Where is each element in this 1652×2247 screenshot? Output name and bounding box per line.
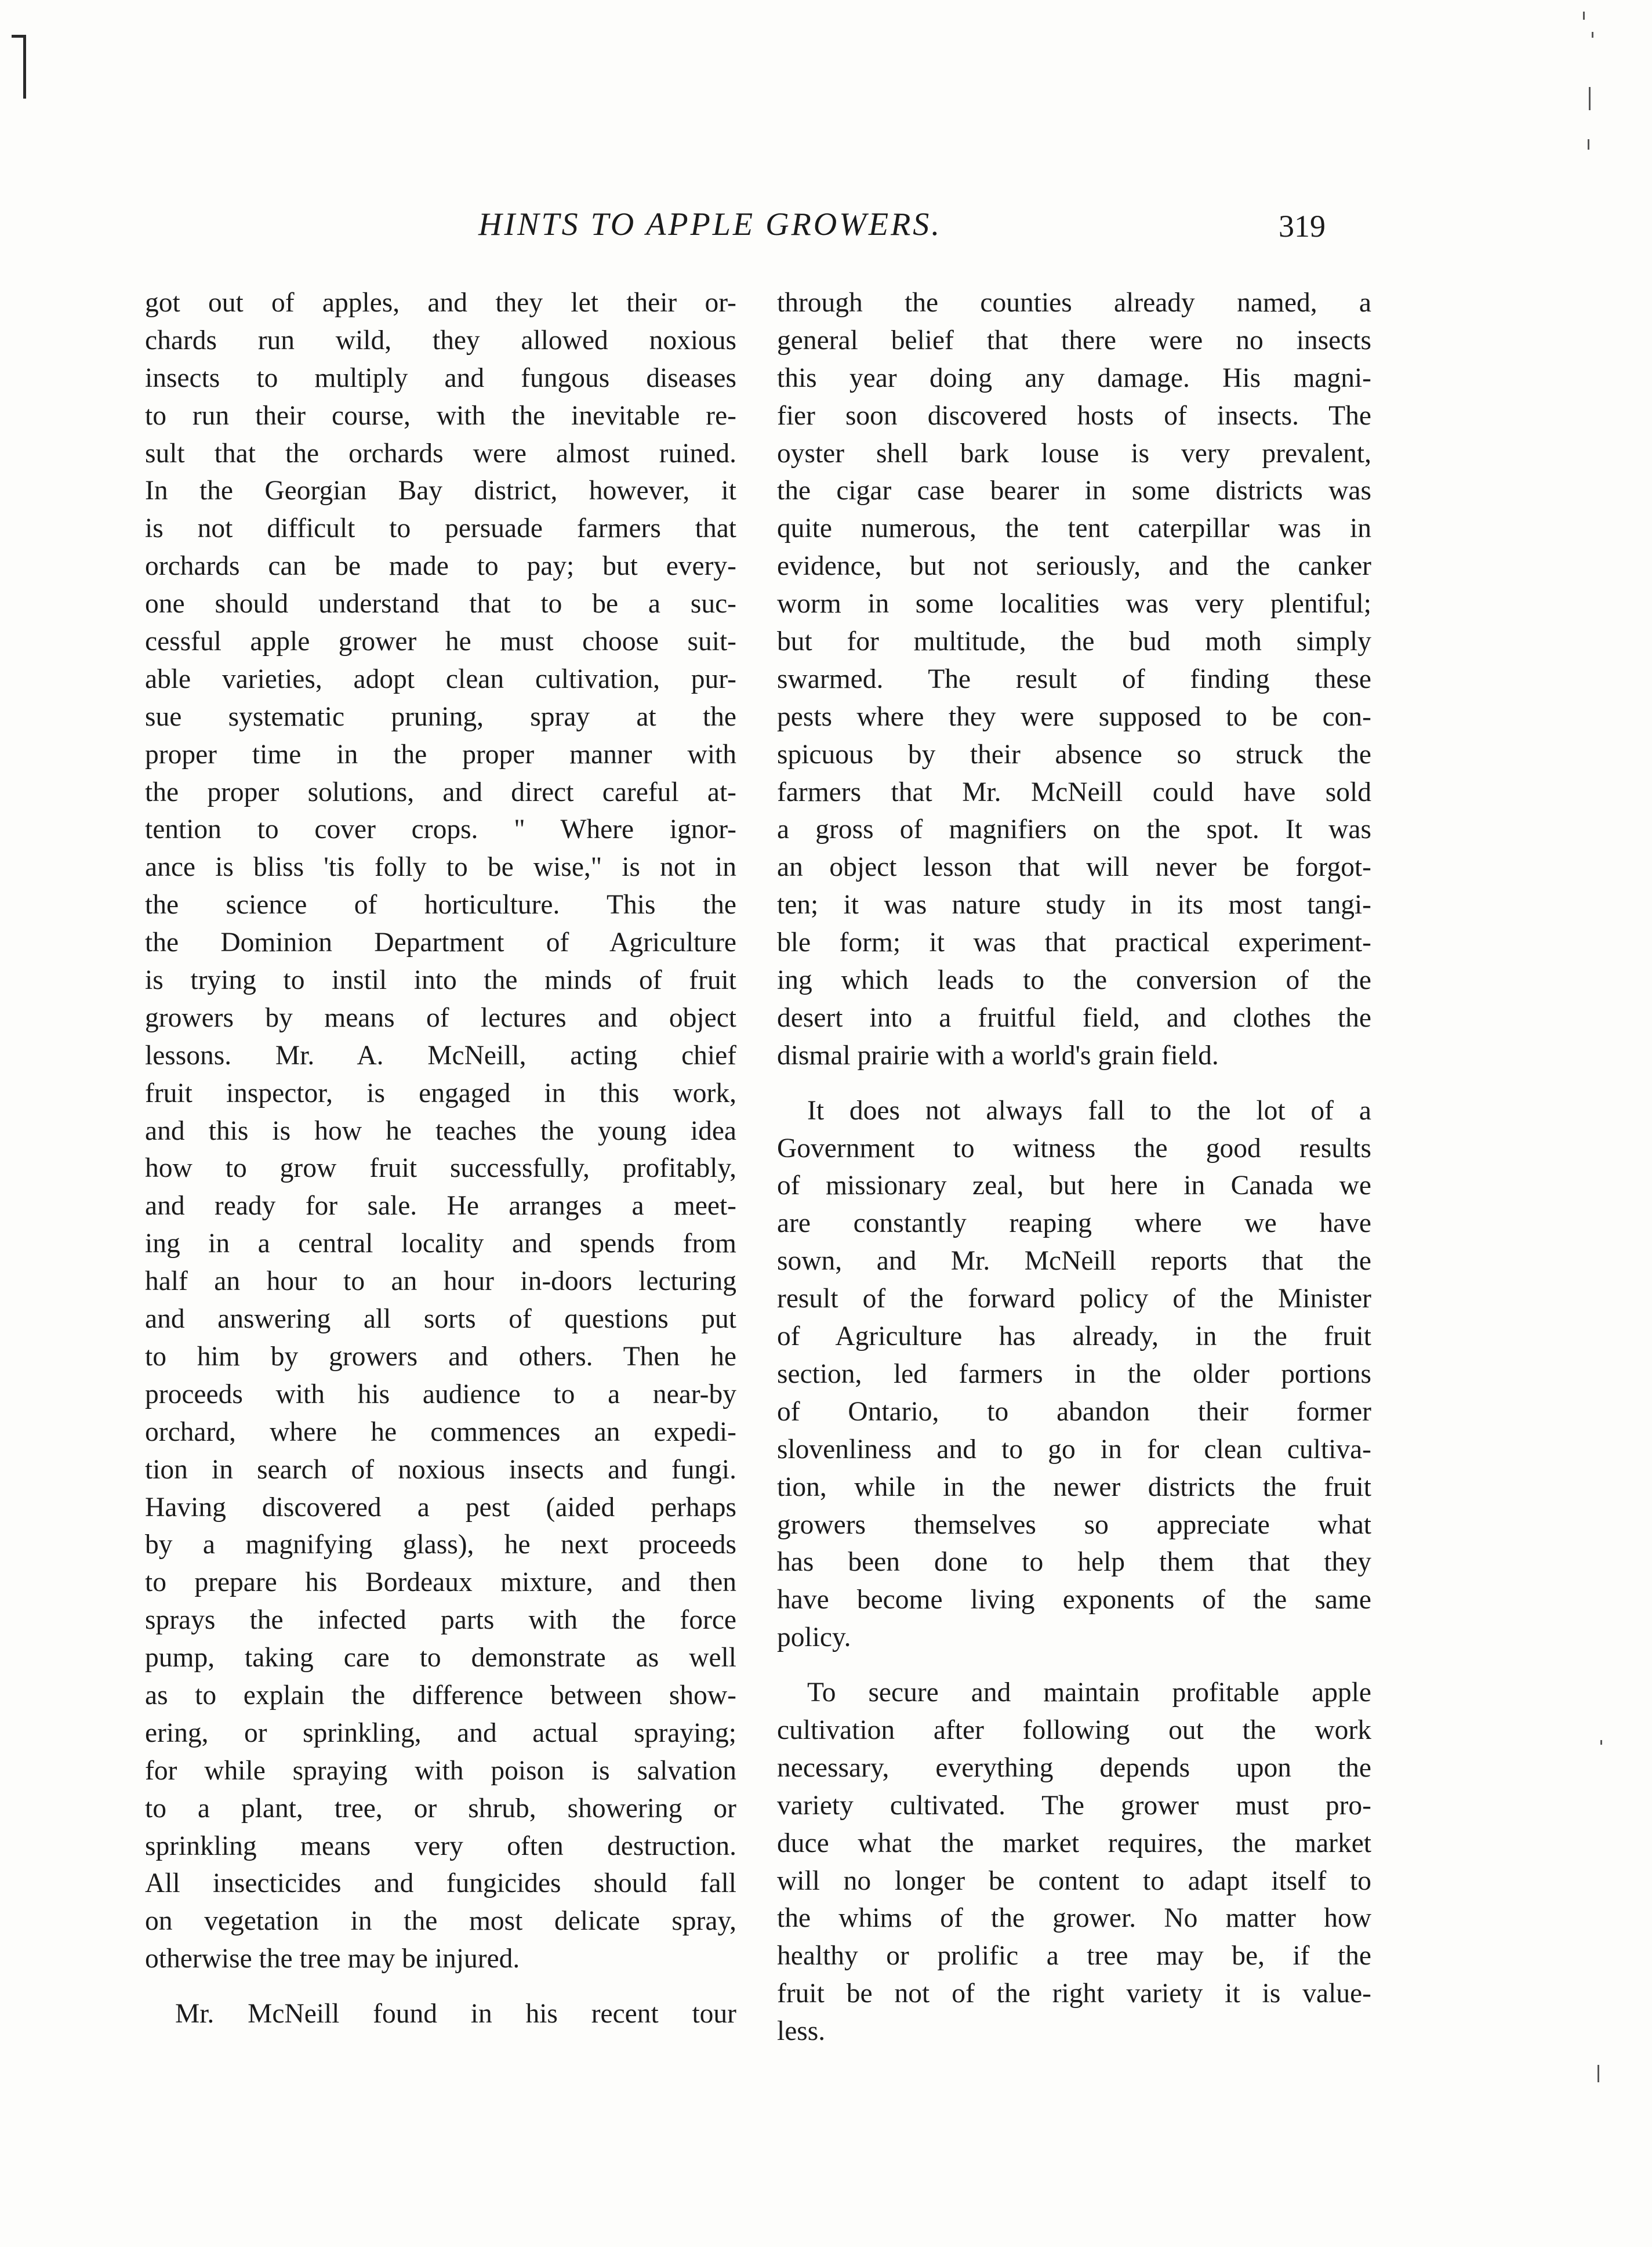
text-line: by a magnifying glass), he next proceeds bbox=[145, 1530, 736, 1560]
text-line: to prepare his Bordeaux mixture, and then bbox=[145, 1567, 736, 1598]
text-line: has been done to help them that they bbox=[777, 1547, 1371, 1578]
text-line: a gross of magnifiers on the spot. It was bbox=[777, 814, 1371, 845]
text-line: got out of apples, and they let their or- bbox=[145, 288, 736, 318]
text-line: cessful apple grower he must choose suit- bbox=[145, 626, 736, 657]
text-line: an object lesson that will never be forgot- bbox=[777, 852, 1371, 883]
text-line: growers themselves so appreciate what bbox=[777, 1509, 1371, 1540]
text-line: to a plant, tree, or shrub, showering or bbox=[145, 1793, 736, 1824]
text-line: ering, or sprinkling, and actual spraying; bbox=[145, 1717, 736, 1748]
text-line: sprinkling means very often destruction. bbox=[145, 1831, 736, 1861]
text-line: and answering all sorts of questions put bbox=[145, 1304, 736, 1335]
text-line: duce what the market requires, the market bbox=[777, 1828, 1371, 1858]
edge-speck bbox=[1583, 12, 1585, 20]
text-line: policy. bbox=[777, 1622, 851, 1653]
text-line: oyster shell bark louse is very prevalent, bbox=[777, 438, 1371, 469]
paragraph-gap bbox=[777, 1075, 1371, 1092]
corner-bracket-mark-vertical bbox=[23, 35, 26, 99]
text-line: ance is bliss 'tis folly to be wise," is not in bbox=[145, 852, 736, 883]
text-line: less. bbox=[777, 2016, 826, 2047]
text-line: sown, and Mr. McNeill reports that the bbox=[777, 1246, 1371, 1277]
text-line: spicuous by their absence so struck the bbox=[777, 739, 1371, 770]
text-line: desert into a fruitful field, and clothes the bbox=[777, 1002, 1371, 1033]
text-line: orchards can be made to pay; but every- bbox=[145, 551, 736, 582]
page-number: 319 bbox=[1279, 209, 1326, 244]
text-line: Having discovered a pest (aided perhaps bbox=[145, 1492, 736, 1523]
text-line: half an hour to an hour in-doors lecturing bbox=[145, 1266, 736, 1297]
text-line: through the counties already named, a bbox=[777, 288, 1371, 318]
text-line: cultivation after following out the work bbox=[777, 1715, 1371, 1745]
paragraph-gap bbox=[777, 1657, 1371, 1674]
edge-speck bbox=[1589, 87, 1591, 110]
text-line: otherwise the tree may be injured. bbox=[145, 1944, 520, 1974]
text-line: proceeds with his audience to a near-by bbox=[145, 1379, 736, 1409]
running-head bbox=[0, 206, 1652, 247]
text-line: variety cultivated. The grower must pro- bbox=[777, 1790, 1371, 1821]
text-line: dismal prairie with a world's grain field. bbox=[777, 1040, 1219, 1071]
text-line: healthy or prolific a tree may be, if the bbox=[777, 1941, 1371, 1971]
text-line: slovenliness and to go in for clean cultiva- bbox=[777, 1434, 1371, 1465]
text-line: result of the forward policy of the Minister bbox=[777, 1284, 1371, 1314]
text-line: tion, while in the newer districts the fruit bbox=[777, 1472, 1371, 1502]
text-line: swarmed. The result of finding these bbox=[777, 664, 1371, 694]
text-line: the Dominion Department of Agriculture bbox=[145, 927, 736, 958]
text-line: necessary, everything depends upon the bbox=[777, 1752, 1371, 1783]
text-line: of missionary zeal, but here in Canada we bbox=[777, 1170, 1371, 1201]
text-line: to him by growers and others. Then he bbox=[145, 1341, 736, 1372]
text-line: Mr. McNeill found in his recent tour bbox=[175, 1999, 736, 2029]
text-line: It does not always fall to the lot of a bbox=[807, 1095, 1371, 1126]
text-line: ten; it was nature study in its most tangi- bbox=[777, 890, 1371, 920]
text-line: able varieties, adopt clean cultivation, pur- bbox=[145, 664, 736, 694]
text-line: ble form; it was that practical experiment- bbox=[777, 927, 1371, 958]
text-line: tion in search of noxious insects and fungi. bbox=[145, 1454, 736, 1485]
edge-speck bbox=[1588, 139, 1589, 150]
text-line: In the Georgian Bay district, however, it bbox=[145, 476, 736, 506]
text-line: of Ontario, to abandon their former bbox=[777, 1396, 1371, 1427]
text-line: will no longer be content to adapt itself to bbox=[777, 1865, 1371, 1896]
text-line: are constantly reaping where we have bbox=[777, 1208, 1371, 1239]
text-line: orchard, where he commences an expedi- bbox=[145, 1416, 736, 1447]
text-line: fruit be not of the right variety it is value- bbox=[777, 1978, 1371, 2009]
text-line: sprays the infected parts with the force bbox=[145, 1605, 736, 1636]
text-line: one should understand that to be a suc- bbox=[145, 589, 736, 619]
edge-speck bbox=[1600, 1740, 1602, 1745]
text-line: farmers that Mr. McNeill could have sold bbox=[777, 777, 1371, 807]
text-line: but for multitude, the bud moth simply bbox=[777, 626, 1371, 657]
text-line: the cigar case bearer in some districts was bbox=[777, 476, 1371, 506]
text-line: for while spraying with poison is salvation bbox=[145, 1755, 736, 1786]
right-column bbox=[777, 284, 1371, 2050]
text-line: worm in some localities was very plentiful; bbox=[777, 589, 1371, 619]
text-line: is trying to instil into the minds of fruit bbox=[145, 965, 736, 996]
text-line: the proper solutions, and direct careful at- bbox=[145, 777, 736, 807]
text-line: have become living exponents of the same bbox=[777, 1585, 1371, 1615]
text-line: insects to multiply and fungous diseases bbox=[145, 363, 736, 393]
text-line: To secure and maintain profitable apple bbox=[807, 1677, 1371, 1708]
text-line: fruit inspector, is engaged in this work, bbox=[145, 1078, 736, 1108]
text-line: fier soon discovered hosts of insects. The bbox=[777, 400, 1371, 431]
edge-speck bbox=[1592, 32, 1593, 38]
text-line: of Agriculture has already, in the fruit bbox=[777, 1321, 1371, 1352]
text-line: this year doing any damage. His magni- bbox=[777, 363, 1371, 393]
text-line: the science of horticulture. This the bbox=[145, 890, 736, 920]
text-line: ing which leads to the conversion of the bbox=[777, 965, 1371, 996]
text-line: how to grow fruit successfully, profitably, bbox=[145, 1153, 736, 1184]
text-line: on vegetation in the most delicate spray, bbox=[145, 1906, 736, 1937]
text-line: is not difficult to persuade farmers that bbox=[145, 513, 736, 544]
text-line: pump, taking care to demonstrate as well bbox=[145, 1643, 736, 1673]
text-line: growers by means of lectures and object bbox=[145, 1002, 736, 1033]
paragraph-gap bbox=[145, 1978, 736, 1995]
text-line: pests where they were supposed to be con- bbox=[777, 701, 1371, 732]
text-line: to run their course, with the inevitable re- bbox=[145, 400, 736, 431]
text-line: sult that the orchards were almost ruined. bbox=[145, 438, 736, 469]
text-line: ing in a central locality and spends from bbox=[145, 1228, 736, 1259]
text-line: and ready for sale. He arranges a meet- bbox=[145, 1191, 736, 1222]
running-title: HINTS TO APPLE GROWERS. bbox=[478, 206, 942, 242]
text-line: and this is how he teaches the young idea bbox=[145, 1115, 736, 1146]
text-line: evidence, but not seriously, and the canker bbox=[777, 551, 1371, 582]
left-column bbox=[145, 284, 736, 2033]
text-line: section, led farmers in the older portions bbox=[777, 1358, 1371, 1389]
text-line: as to explain the difference between show- bbox=[145, 1680, 736, 1710]
text-line: proper time in the proper manner with bbox=[145, 739, 736, 770]
text-line: All insecticides and fungicides should fall bbox=[145, 1868, 736, 1899]
text-line: lessons. Mr. A. McNeill, acting chief bbox=[145, 1040, 736, 1071]
text-line: general belief that there were no insects bbox=[777, 325, 1371, 356]
text-line: the whims of the grower. No matter how bbox=[777, 1903, 1371, 1934]
text-line: chards run wild, they allowed noxious bbox=[145, 325, 736, 356]
text-line: Government to witness the good results bbox=[777, 1133, 1371, 1164]
text-line: sue systematic pruning, spray at the bbox=[145, 701, 736, 732]
text-line: tention to cover crops. " Where ignor- bbox=[145, 814, 736, 845]
text-line: quite numerous, the tent caterpillar was in bbox=[777, 513, 1371, 544]
edge-speck bbox=[1597, 2065, 1599, 2082]
